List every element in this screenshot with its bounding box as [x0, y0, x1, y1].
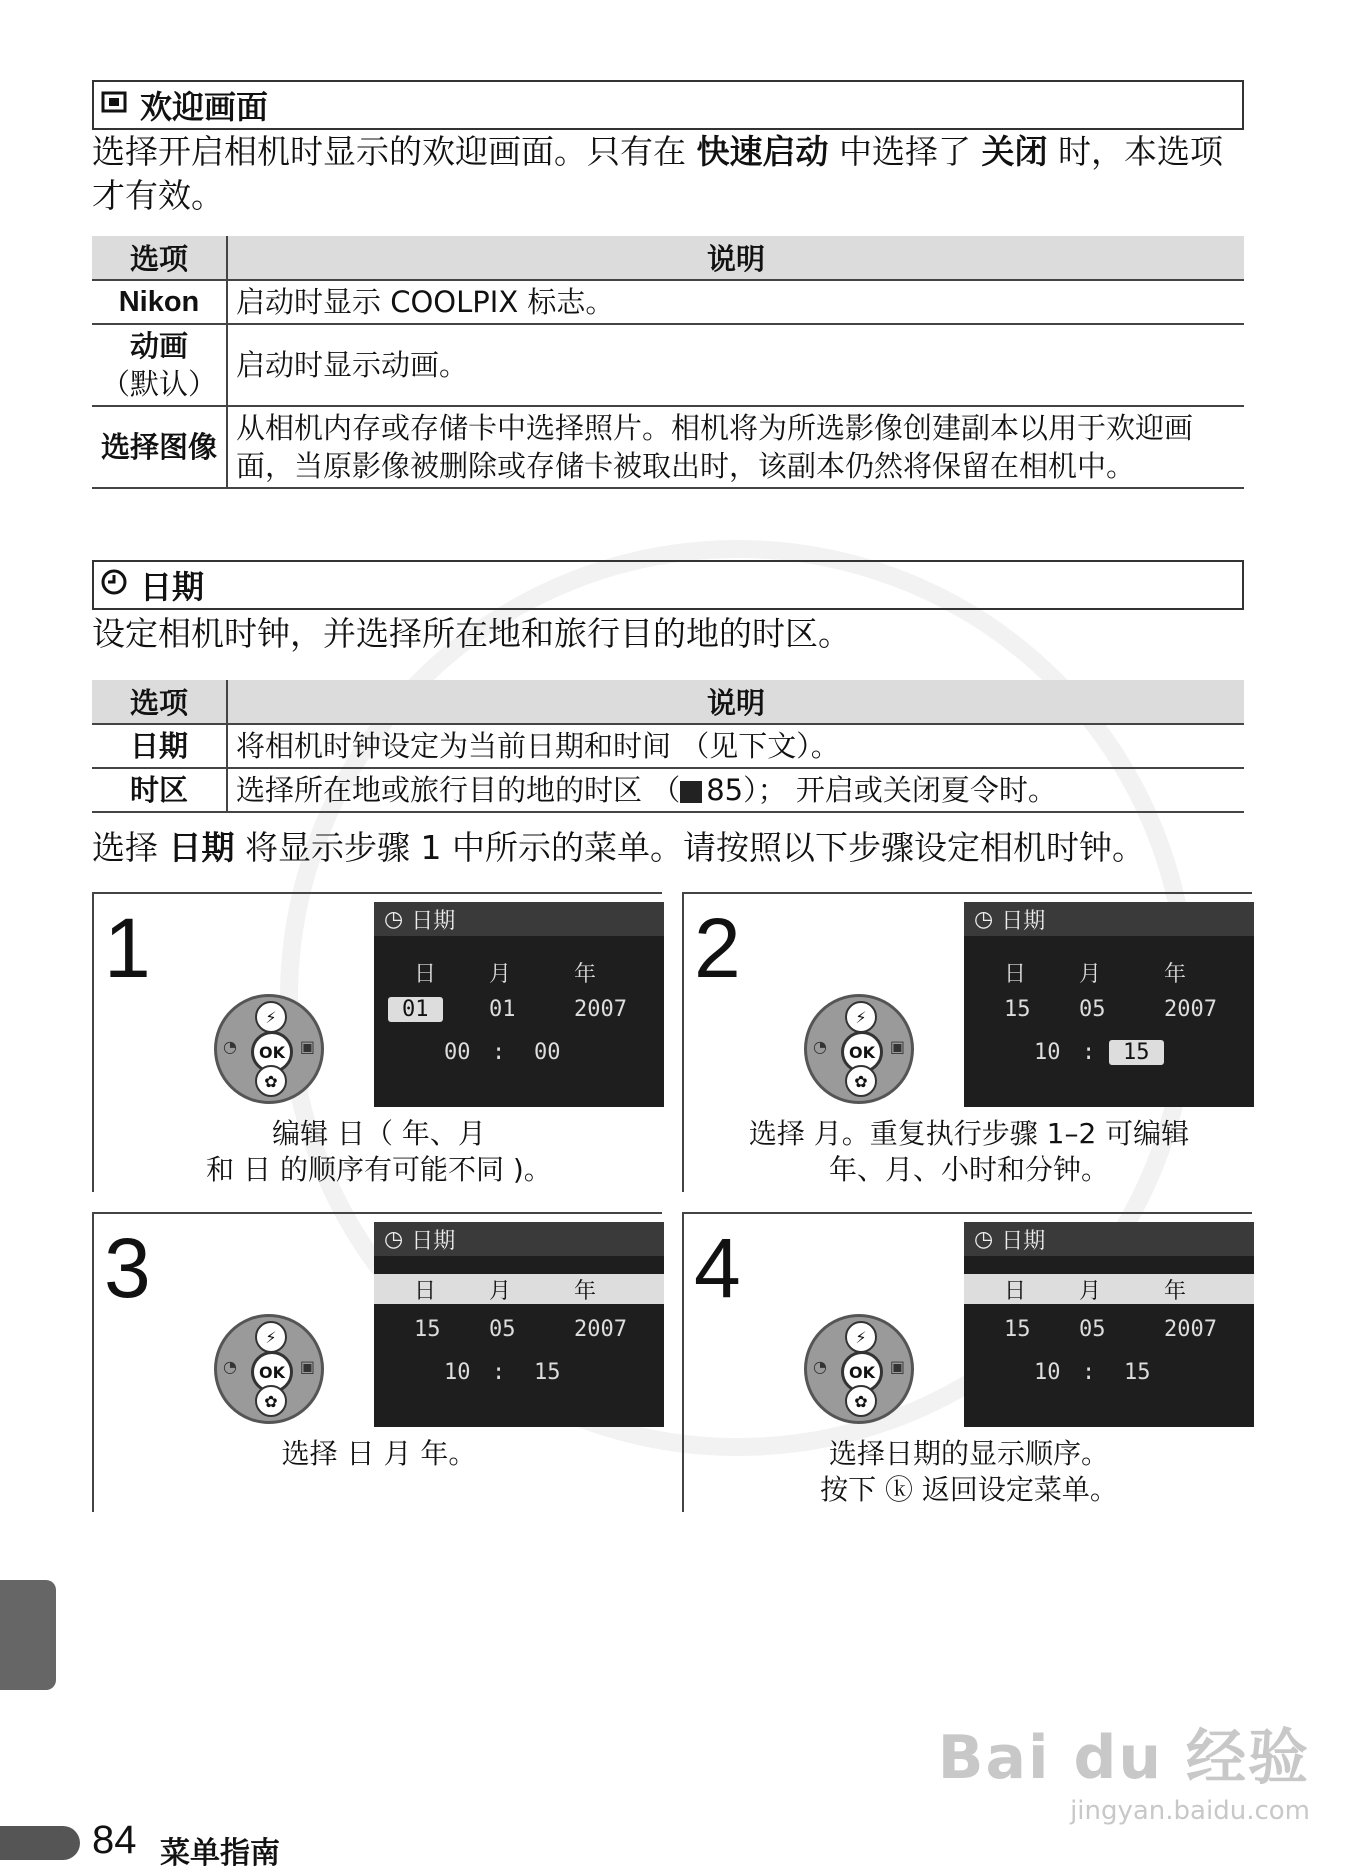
option-label: 动画 — [129, 329, 188, 363]
time-colon: : — [1082, 1360, 1096, 1385]
option-name: 日期 — [92, 724, 227, 768]
camera-screen — [964, 1222, 1254, 1427]
month-value: 05 — [489, 1317, 516, 1342]
minute-value: 00 — [534, 1040, 561, 1065]
day-value: 15 — [1004, 1317, 1031, 1342]
table-row — [92, 280, 1244, 324]
step-caption — [94, 1116, 664, 1188]
watermark-brand: Bai du 经验 — [937, 1723, 1310, 1793]
screen-title: 日期 — [1001, 908, 1046, 934]
date-options-table — [92, 680, 1244, 813]
day-header: 日 — [1004, 1279, 1027, 1304]
exposure-icon: ▣ — [299, 1357, 315, 1376]
caption-line: 选择 日 月 年。 — [281, 1437, 477, 1470]
desc-text: ）； 开启或关闭夏令时。 — [743, 773, 1057, 807]
month-value: 05 — [1079, 997, 1106, 1022]
step-number: 4 — [694, 1221, 741, 1315]
table-row — [92, 724, 1244, 768]
order-selector-selected — [374, 1274, 664, 1304]
clock-icon: ◷ — [974, 1226, 994, 1252]
quick-start-term: 快速启动 — [696, 132, 829, 171]
exposure-icon: ▣ — [889, 1357, 905, 1376]
hour-value: 10 — [1034, 1040, 1061, 1065]
ok-button: OK — [841, 1351, 883, 1393]
screen-header — [374, 1222, 664, 1256]
desc-text: 中选择了 — [828, 132, 982, 171]
hour-value: 10 — [444, 1360, 471, 1385]
ok-button: OK — [251, 1351, 293, 1393]
year-value: 2007 — [574, 1317, 627, 1342]
year-header: 年 — [574, 962, 597, 987]
date-term: 日期 — [168, 828, 235, 867]
macro-icon: ✿ — [845, 1065, 877, 1097]
caption-line: 年、月、小时和分钟。 — [828, 1153, 1109, 1186]
self-timer-icon: ◔ — [223, 1357, 237, 1376]
caption-line: 按下 ⓚ 返回设定菜单。 — [820, 1473, 1118, 1506]
option-name: 选择图像 — [92, 406, 227, 488]
year-header: 年 — [1164, 962, 1187, 987]
option-desc — [227, 768, 1244, 812]
step-caption — [94, 1436, 664, 1472]
table-row — [92, 324, 1244, 406]
time-colon: : — [1082, 1040, 1096, 1065]
clock-icon — [100, 566, 128, 604]
caption-line: 编辑 日（ 年、月 — [272, 1117, 486, 1150]
option-desc: 从相机内存或存储卡中选择照片。相机将为所选影像创建副本以用于欢迎画面，当原影像被删除或存储卡被取出时，该副本仍然将保留在相机中。 — [227, 406, 1244, 488]
caption-line: 选择 月。重复执行步骤 1–2 可编辑 — [748, 1117, 1190, 1150]
date-section-header — [92, 560, 1244, 610]
macro-icon: ✿ — [255, 1065, 287, 1097]
chapter-tab — [0, 1580, 56, 1690]
time-colon: : — [492, 1360, 506, 1385]
desc-text: 时，本选项才有效。 — [92, 132, 1223, 215]
watermark-url: jingyan.baidu.com — [1070, 1796, 1310, 1826]
col-option-header: 选项 — [92, 236, 227, 280]
multi-selector — [804, 1314, 914, 1424]
option-name — [92, 324, 227, 406]
day-value: 15 — [1004, 997, 1031, 1022]
self-timer-icon: ◔ — [223, 1037, 237, 1056]
minute-value: 15 — [1124, 1360, 1151, 1385]
screen-title: 日期 — [411, 1228, 456, 1254]
month-value: 01 — [489, 997, 516, 1022]
option-desc: 启动时显示 COOLPIX 标志。 — [227, 280, 1244, 324]
page-ref-icon — [680, 781, 702, 803]
welcome-section-header — [92, 80, 1244, 130]
month-value: 05 — [1079, 1317, 1106, 1342]
day-value-selected: 01 — [388, 997, 443, 1022]
multi-selector — [214, 1314, 324, 1424]
baidu-watermark — [938, 1710, 1310, 1826]
flash-icon: ⚡ — [255, 1001, 287, 1033]
screen-header — [374, 902, 664, 936]
step-1-panel — [92, 892, 662, 1192]
self-timer-icon: ◔ — [813, 1357, 827, 1376]
table-row — [92, 406, 1244, 488]
year-value: 2007 — [574, 997, 627, 1022]
table-row — [92, 768, 1244, 812]
camera-screen — [964, 902, 1254, 1107]
ok-button: OK — [841, 1031, 883, 1073]
date-description: 设定相机时钟，并选择所在地和旅行目的地的时区。 — [92, 614, 851, 653]
page-number: 84 — [92, 1818, 137, 1862]
hour-value: 10 — [1034, 1360, 1061, 1385]
clock-icon: ◷ — [974, 906, 994, 932]
welcome-options-table — [92, 236, 1244, 489]
screen-title: 日期 — [1001, 1228, 1046, 1254]
col-desc-header: 说明 — [227, 680, 1244, 724]
step-number: 1 — [104, 901, 151, 995]
intro-text: 选择 — [92, 828, 169, 867]
camera-screen — [374, 902, 664, 1107]
hour-value: 00 — [444, 1040, 471, 1065]
option-name: 时区 — [92, 768, 227, 812]
option-name: Nikon — [92, 280, 227, 324]
page-marker — [0, 1826, 80, 1860]
default-note: （默认） — [100, 367, 217, 401]
off-term: 关闭 — [981, 132, 1048, 171]
step-caption — [684, 1436, 1254, 1508]
welcome-title: 欢迎画面 — [140, 88, 269, 126]
flash-icon: ⚡ — [845, 1321, 877, 1353]
page-ref: 85 — [706, 773, 744, 807]
date-title: 日期 — [140, 568, 205, 606]
caption-line: 和 日 的顺序有可能不同 )。 — [206, 1153, 552, 1186]
year-header: 年 — [574, 1279, 597, 1304]
flash-icon: ⚡ — [255, 1321, 287, 1353]
screen-title: 日期 — [411, 908, 456, 934]
year-value: 2007 — [1164, 997, 1217, 1022]
year-value: 2007 — [1164, 1317, 1217, 1342]
option-desc: 将相机时钟设定为当前日期和时间 （见下文）。 — [227, 724, 1244, 768]
flash-icon: ⚡ — [845, 1001, 877, 1033]
exposure-icon: ▣ — [889, 1037, 905, 1056]
step-2-panel — [682, 892, 1252, 1192]
screen-header — [964, 1222, 1254, 1256]
step-4-panel — [682, 1212, 1252, 1512]
caption-line: 选择日期的显示顺序。 — [828, 1437, 1109, 1470]
col-desc-header: 说明 — [227, 236, 1244, 280]
month-header: 月 — [489, 1279, 512, 1304]
minute-value-selected: 15 — [1109, 1040, 1164, 1065]
multi-selector — [214, 994, 324, 1104]
step-number: 3 — [104, 1221, 151, 1315]
month-header: 月 — [1079, 1279, 1102, 1304]
welcome-description — [92, 130, 1252, 218]
desc-text: 选择所在地或旅行目的地的时区 （ — [236, 773, 681, 807]
year-header: 年 — [1164, 1279, 1187, 1304]
day-header: 日 — [414, 1279, 437, 1304]
welcome-screen-icon — [100, 86, 128, 124]
day-value: 15 — [414, 1317, 441, 1342]
ok-button: OK — [251, 1031, 293, 1073]
clock-icon: ◷ — [384, 906, 404, 932]
camera-screen — [374, 1222, 664, 1427]
minute-value: 15 — [534, 1360, 561, 1385]
macro-icon: ✿ — [845, 1385, 877, 1417]
col-option-header: 选项 — [92, 680, 227, 724]
screen-header — [964, 902, 1254, 936]
day-header: 日 — [1004, 962, 1027, 987]
multi-selector — [804, 994, 914, 1104]
time-colon: : — [492, 1040, 506, 1065]
month-header: 月 — [489, 962, 512, 987]
order-selector-selected — [964, 1274, 1254, 1304]
date-intro — [92, 826, 1252, 870]
intro-text: 将显示步骤 1 中所示的菜单。请按照以下步骤设定相机时钟。 — [234, 828, 1145, 867]
desc-text: 选择开启相机时显示的欢迎画面。只有在 — [92, 132, 697, 171]
self-timer-icon: ◔ — [813, 1037, 827, 1056]
month-header: 月 — [1079, 962, 1102, 987]
chapter-title: 菜单指南 — [160, 1836, 280, 1871]
exposure-icon: ▣ — [299, 1037, 315, 1056]
day-header: 日 — [414, 962, 437, 987]
macro-icon: ✿ — [255, 1385, 287, 1417]
step-number: 2 — [694, 901, 741, 995]
step-3-panel — [92, 1212, 662, 1512]
step-caption — [684, 1116, 1254, 1188]
clock-icon: ◷ — [384, 1226, 404, 1252]
option-desc: 启动时显示动画。 — [227, 324, 1244, 406]
